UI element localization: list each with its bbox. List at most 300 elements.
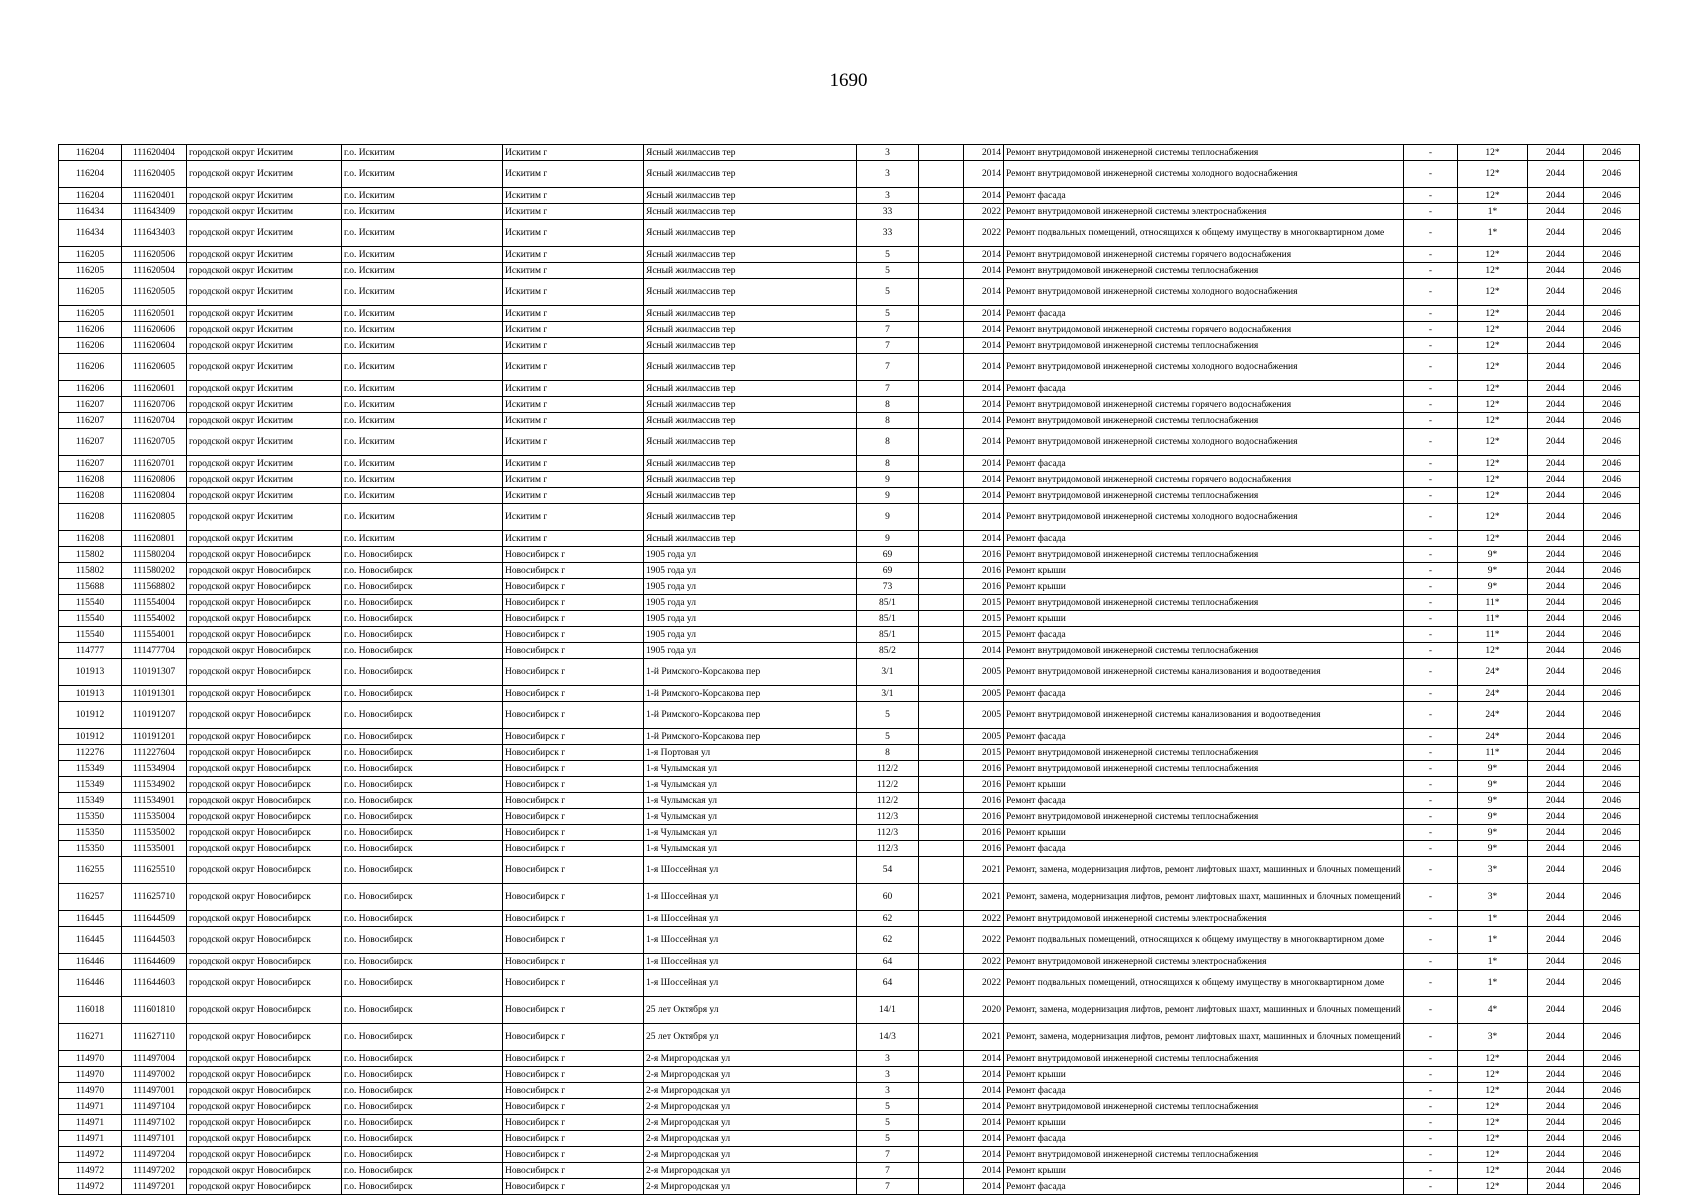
cell-age: 12* [1458, 504, 1528, 531]
cell-locality: Новосибирск г [503, 627, 644, 643]
cell-street: 1-я Шоссейная ул [644, 884, 857, 911]
cell-locality: Новосибирск г [503, 1051, 644, 1067]
cell-age: 12* [1458, 531, 1528, 547]
cell-house-id: 116446 [59, 970, 122, 997]
cell-municipal-district: городской округ Новосибирск [187, 611, 342, 627]
cell-dash: - [1404, 1099, 1458, 1115]
cell-work-type: Ремонт, замена, модернизация лифтов, ремонт лифтовых шахт, машинных и блочных помещений [1004, 997, 1404, 1024]
cell-dash: - [1404, 809, 1458, 825]
cell-plan-end-year: 2046 [1584, 1115, 1640, 1131]
cell-house-id: 116206 [59, 322, 122, 338]
cell-house-id: 116207 [59, 456, 122, 472]
cell-street: Ясный жилмассив тер [644, 279, 857, 306]
cell-work-type: Ремонт крыши [1004, 1163, 1404, 1179]
cell-year-built: 2022 [964, 970, 1004, 997]
cell-building [919, 686, 964, 702]
cell-building [919, 263, 964, 279]
cell-municipality: г.о. Новосибирск [342, 927, 503, 954]
cell-building [919, 745, 964, 761]
cell-plan-end-year: 2046 [1584, 841, 1640, 857]
cell-year-built: 2014 [964, 263, 1004, 279]
table-row [59, 1099, 1640, 1115]
cell-building [919, 429, 964, 456]
cell-house-id: 101912 [59, 702, 122, 729]
table-row [59, 429, 1640, 456]
cell-locality: Искитим г [503, 145, 644, 161]
cell-work-type: Ремонт крыши [1004, 1115, 1404, 1131]
cell-plan-end-year: 2046 [1584, 413, 1640, 429]
cell-municipality: г.о. Новосибирск [342, 884, 503, 911]
cell-building [919, 306, 964, 322]
table-row [59, 263, 1640, 279]
cell-house-id: 112276 [59, 745, 122, 761]
cell-house-id: 115540 [59, 627, 122, 643]
cell-plan-start-year: 2044 [1528, 1163, 1584, 1179]
cell-locality: Искитим г [503, 322, 644, 338]
cell-house-number: 9 [857, 488, 919, 504]
cell-plan-end-year: 2046 [1584, 1179, 1640, 1195]
cell-locality: Искитим г [503, 413, 644, 429]
cell-house-id: 115350 [59, 841, 122, 857]
cell-building [919, 456, 964, 472]
cell-dash: - [1404, 1051, 1458, 1067]
table-row [59, 627, 1640, 643]
cell-house-number: 60 [857, 884, 919, 911]
cell-plan-start-year: 2044 [1528, 579, 1584, 595]
cell-age: 1* [1458, 970, 1528, 997]
cell-building [919, 1147, 964, 1163]
table-row [59, 456, 1640, 472]
table-row [59, 531, 1640, 547]
cell-municipality: г.о. Новосибирск [342, 1163, 503, 1179]
cell-locality: Новосибирск г [503, 1163, 644, 1179]
cell-dash: - [1404, 381, 1458, 397]
cell-municipal-district: городской округ Новосибирск [187, 729, 342, 745]
cell-year-built: 2014 [964, 413, 1004, 429]
cell-house-number: 62 [857, 927, 919, 954]
table-row [59, 777, 1640, 793]
cell-street: 1-я Чулымская ул [644, 777, 857, 793]
cell-element-id: 111227604 [122, 745, 187, 761]
cell-element-id: 111620604 [122, 338, 187, 354]
cell-building [919, 793, 964, 809]
cell-element-id: 111625710 [122, 884, 187, 911]
cell-work-type: Ремонт внутридомовой инженерной системы теплоснабжения [1004, 145, 1404, 161]
cell-municipal-district: городской округ Новосибирск [187, 702, 342, 729]
cell-house-number: 7 [857, 1179, 919, 1195]
cell-age: 12* [1458, 429, 1528, 456]
table-row [59, 322, 1640, 338]
cell-year-built: 2014 [964, 1179, 1004, 1195]
cell-municipality: г.о. Искитим [342, 188, 503, 204]
cell-plan-end-year: 2046 [1584, 145, 1640, 161]
cell-element-id: 111620701 [122, 456, 187, 472]
cell-age: 1* [1458, 927, 1528, 954]
cell-work-type: Ремонт внутридомовой инженерной системы теплоснабжения [1004, 1051, 1404, 1067]
cell-house-number: 3 [857, 1051, 919, 1067]
cell-locality: Искитим г [503, 429, 644, 456]
cell-locality: Новосибирск г [503, 857, 644, 884]
cell-locality: Искитим г [503, 306, 644, 322]
cell-plan-end-year: 2046 [1584, 247, 1640, 263]
table-row [59, 413, 1640, 429]
cell-municipality: г.о. Новосибирск [342, 970, 503, 997]
cell-municipal-district: городской округ Искитим [187, 338, 342, 354]
cell-dash: - [1404, 927, 1458, 954]
table-row [59, 1051, 1640, 1067]
cell-municipality: г.о. Искитим [342, 204, 503, 220]
cell-locality: Новосибирск г [503, 809, 644, 825]
cell-year-built: 2014 [964, 1099, 1004, 1115]
cell-plan-end-year: 2046 [1584, 595, 1640, 611]
cell-plan-start-year: 2044 [1528, 1024, 1584, 1051]
cell-plan-end-year: 2046 [1584, 970, 1640, 997]
cell-plan-end-year: 2046 [1584, 761, 1640, 777]
cell-municipal-district: городской округ Новосибирск [187, 954, 342, 970]
cell-plan-end-year: 2046 [1584, 627, 1640, 643]
cell-plan-end-year: 2046 [1584, 857, 1640, 884]
cell-plan-start-year: 2044 [1528, 761, 1584, 777]
cell-element-id: 111620606 [122, 322, 187, 338]
table-row [59, 595, 1640, 611]
cell-house-id: 114972 [59, 1179, 122, 1195]
cell-dash: - [1404, 1163, 1458, 1179]
cell-municipality: г.о. Новосибирск [342, 1115, 503, 1131]
cell-street: 1-й Римского-Корсакова пер [644, 659, 857, 686]
cell-street: 2-я Миргородская ул [644, 1179, 857, 1195]
cell-work-type: Ремонт, замена, модернизация лифтов, ремонт лифтовых шахт, машинных и блочных помещений [1004, 1024, 1404, 1051]
table-row [59, 659, 1640, 686]
table-row [59, 702, 1640, 729]
cell-street: 1-я Чулымская ул [644, 809, 857, 825]
cell-municipal-district: городской округ Новосибирск [187, 1147, 342, 1163]
cell-municipal-district: городской округ Искитим [187, 263, 342, 279]
cell-work-type: Ремонт крыши [1004, 1067, 1404, 1083]
cell-house-id: 101913 [59, 659, 122, 686]
cell-work-type: Ремонт внутридомовой инженерной системы холодного водоснабжения [1004, 429, 1404, 456]
cell-work-type: Ремонт внутридомовой инженерной системы теплоснабжения [1004, 488, 1404, 504]
cell-dash: - [1404, 306, 1458, 322]
cell-house-number: 73 [857, 579, 919, 595]
cell-dash: - [1404, 745, 1458, 761]
cell-age: 12* [1458, 472, 1528, 488]
cell-plan-end-year: 2046 [1584, 729, 1640, 745]
cell-year-built: 2014 [964, 161, 1004, 188]
cell-building [919, 338, 964, 354]
table-row [59, 1083, 1640, 1099]
cell-dash: - [1404, 354, 1458, 381]
cell-locality: Искитим г [503, 397, 644, 413]
cell-building [919, 611, 964, 627]
cell-plan-end-year: 2046 [1584, 220, 1640, 247]
cell-plan-start-year: 2044 [1528, 595, 1584, 611]
cell-locality: Искитим г [503, 472, 644, 488]
cell-age: 1* [1458, 220, 1528, 247]
cell-age: 12* [1458, 1051, 1528, 1067]
cell-element-id: 111620504 [122, 263, 187, 279]
cell-house-id: 115802 [59, 563, 122, 579]
cell-year-built: 2014 [964, 1067, 1004, 1083]
cell-age: 12* [1458, 1067, 1528, 1083]
cell-locality: Новосибирск г [503, 1179, 644, 1195]
table-row [59, 381, 1640, 397]
cell-age: 12* [1458, 322, 1528, 338]
cell-locality: Новосибирск г [503, 825, 644, 841]
cell-house-number: 14/3 [857, 1024, 919, 1051]
cell-plan-end-year: 2046 [1584, 927, 1640, 954]
cell-year-built: 2016 [964, 547, 1004, 563]
cell-municipality: г.о. Новосибирск [342, 1131, 503, 1147]
cell-house-number: 112/3 [857, 809, 919, 825]
cell-plan-end-year: 2046 [1584, 1083, 1640, 1099]
cell-locality: Искитим г [503, 381, 644, 397]
table-row [59, 857, 1640, 884]
cell-plan-start-year: 2044 [1528, 1179, 1584, 1195]
cell-year-built: 2014 [964, 1163, 1004, 1179]
cell-municipal-district: городской округ Искитим [187, 413, 342, 429]
cell-municipality: г.о. Новосибирск [342, 702, 503, 729]
cell-work-type: Ремонт фасада [1004, 1131, 1404, 1147]
cell-street: 1-я Шоссейная ул [644, 970, 857, 997]
cell-work-type: Ремонт внутридомовой инженерной системы теплоснабжения [1004, 595, 1404, 611]
cell-municipal-district: городской округ Искитим [187, 397, 342, 413]
cell-house-number: 7 [857, 381, 919, 397]
cell-municipal-district: городской округ Искитим [187, 381, 342, 397]
cell-plan-end-year: 2046 [1584, 1051, 1640, 1067]
cell-year-built: 2014 [964, 1131, 1004, 1147]
cell-house-number: 5 [857, 247, 919, 263]
cell-element-id: 111534902 [122, 777, 187, 793]
cell-plan-end-year: 2046 [1584, 306, 1640, 322]
cell-locality: Новосибирск г [503, 659, 644, 686]
cell-municipality: г.о. Новосибирск [342, 547, 503, 563]
cell-age: 12* [1458, 161, 1528, 188]
cell-municipal-district: городской округ Новосибирск [187, 643, 342, 659]
cell-street: Ясный жилмассив тер [644, 381, 857, 397]
cell-element-id: 111620801 [122, 531, 187, 547]
cell-building [919, 911, 964, 927]
cell-work-type: Ремонт внутридомовой инженерной системы горячего водоснабжения [1004, 472, 1404, 488]
cell-house-id: 116205 [59, 247, 122, 263]
cell-year-built: 2014 [964, 279, 1004, 306]
cell-house-id: 116204 [59, 188, 122, 204]
cell-dash: - [1404, 504, 1458, 531]
cell-municipal-district: городской округ Искитим [187, 247, 342, 263]
cell-element-id: 111620505 [122, 279, 187, 306]
cell-dash: - [1404, 338, 1458, 354]
table-row [59, 306, 1640, 322]
cell-house-number: 7 [857, 1147, 919, 1163]
cell-house-id: 115350 [59, 809, 122, 825]
cell-municipal-district: городской округ Новосибирск [187, 1115, 342, 1131]
cell-element-id: 111554004 [122, 595, 187, 611]
cell-house-number: 3 [857, 145, 919, 161]
cell-house-id: 115349 [59, 793, 122, 809]
cell-plan-end-year: 2046 [1584, 793, 1640, 809]
cell-age: 1* [1458, 204, 1528, 220]
cell-age: 3* [1458, 857, 1528, 884]
cell-building [919, 547, 964, 563]
cell-house-id: 116255 [59, 857, 122, 884]
cell-street: 25 лет Октября ул [644, 997, 857, 1024]
cell-house-number: 3 [857, 1083, 919, 1099]
cell-house-id: 115540 [59, 611, 122, 627]
cell-municipal-district: городской округ Искитим [187, 161, 342, 188]
cell-municipal-district: городской округ Новосибирск [187, 911, 342, 927]
cell-year-built: 2014 [964, 397, 1004, 413]
cell-house-number: 3/1 [857, 659, 919, 686]
cell-building [919, 1083, 964, 1099]
cell-dash: - [1404, 413, 1458, 429]
cell-municipal-district: городской округ Искитим [187, 354, 342, 381]
cell-house-id: 116434 [59, 204, 122, 220]
cell-street: Ясный жилмассив тер [644, 413, 857, 429]
cell-work-type: Ремонт фасада [1004, 627, 1404, 643]
cell-municipality: г.о. Новосибирск [342, 745, 503, 761]
cell-work-type: Ремонт внутридомовой инженерной системы горячего водоснабжения [1004, 397, 1404, 413]
cell-dash: - [1404, 611, 1458, 627]
cell-year-built: 2014 [964, 531, 1004, 547]
cell-element-id: 111620405 [122, 161, 187, 188]
cell-house-id: 116018 [59, 997, 122, 1024]
cell-house-number: 8 [857, 413, 919, 429]
table-row [59, 643, 1640, 659]
table-row [59, 1024, 1640, 1051]
cell-plan-start-year: 2044 [1528, 793, 1584, 809]
cell-year-built: 2014 [964, 338, 1004, 354]
cell-street: 1905 года ул [644, 627, 857, 643]
cell-house-number: 5 [857, 1099, 919, 1115]
cell-work-type: Ремонт фасада [1004, 306, 1404, 322]
cell-age: 12* [1458, 381, 1528, 397]
cell-house-id: 115688 [59, 579, 122, 595]
cell-municipality: г.о. Искитим [342, 145, 503, 161]
cell-element-id: 111497101 [122, 1131, 187, 1147]
cell-plan-end-year: 2046 [1584, 354, 1640, 381]
cell-locality: Новосибирск г [503, 997, 644, 1024]
cell-age: 3* [1458, 1024, 1528, 1051]
cell-house-id: 116205 [59, 263, 122, 279]
cell-plan-end-year: 2046 [1584, 997, 1640, 1024]
cell-dash: - [1404, 777, 1458, 793]
cell-plan-start-year: 2044 [1528, 204, 1584, 220]
cell-municipal-district: городской округ Искитим [187, 204, 342, 220]
cell-house-id: 116446 [59, 954, 122, 970]
cell-dash: - [1404, 997, 1458, 1024]
cell-work-type: Ремонт фасада [1004, 841, 1404, 857]
cell-year-built: 2015 [964, 745, 1004, 761]
cell-plan-end-year: 2046 [1584, 1099, 1640, 1115]
cell-building [919, 381, 964, 397]
cell-locality: Новосибирск г [503, 1024, 644, 1051]
cell-house-id: 116207 [59, 397, 122, 413]
cell-work-type: Ремонт внутридомовой инженерной системы теплоснабжения [1004, 547, 1404, 563]
cell-work-type: Ремонт внутридомовой инженерной системы электроснабжения [1004, 954, 1404, 970]
cell-work-type: Ремонт внутридомовой инженерной системы теплоснабжения [1004, 338, 1404, 354]
cell-dash: - [1404, 825, 1458, 841]
cell-house-number: 54 [857, 857, 919, 884]
cell-street: Ясный жилмассив тер [644, 145, 857, 161]
cell-municipality: г.о. Искитим [342, 413, 503, 429]
cell-year-built: 2014 [964, 354, 1004, 381]
cell-house-id: 114972 [59, 1147, 122, 1163]
cell-element-id: 111644503 [122, 927, 187, 954]
cell-work-type: Ремонт крыши [1004, 579, 1404, 595]
cell-municipal-district: городской округ Новосибирск [187, 745, 342, 761]
cell-age: 9* [1458, 579, 1528, 595]
cell-age: 11* [1458, 595, 1528, 611]
cell-street: 1-я Шоссейная ул [644, 911, 857, 927]
cell-plan-start-year: 2044 [1528, 247, 1584, 263]
cell-dash: - [1404, 761, 1458, 777]
cell-year-built: 2014 [964, 247, 1004, 263]
cell-work-type: Ремонт, замена, модернизация лифтов, ремонт лифтовых шахт, машинных и блочных помещений [1004, 884, 1404, 911]
cell-house-number: 7 [857, 338, 919, 354]
table-row [59, 841, 1640, 857]
cell-municipal-district: городской округ Новосибирск [187, 1067, 342, 1083]
cell-municipality: г.о. Новосибирск [342, 1051, 503, 1067]
cell-house-id: 115802 [59, 547, 122, 563]
cell-locality: Искитим г [503, 279, 644, 306]
cell-municipal-district: городской округ Новосибирск [187, 595, 342, 611]
cell-plan-start-year: 2044 [1528, 429, 1584, 456]
cell-plan-start-year: 2044 [1528, 997, 1584, 1024]
cell-work-type: Ремонт внутридомовой инженерной системы горячего водоснабжения [1004, 322, 1404, 338]
cell-plan-end-year: 2046 [1584, 686, 1640, 702]
cell-dash: - [1404, 686, 1458, 702]
cell-plan-end-year: 2046 [1584, 563, 1640, 579]
cell-house-id: 116206 [59, 354, 122, 381]
cell-plan-end-year: 2046 [1584, 911, 1640, 927]
cell-age: 12* [1458, 1131, 1528, 1147]
cell-municipality: г.о. Новосибирск [342, 643, 503, 659]
cell-plan-start-year: 2044 [1528, 145, 1584, 161]
cell-work-type: Ремонт внутридомовой инженерной системы теплоснабжения [1004, 643, 1404, 659]
cell-building [919, 761, 964, 777]
cell-age: 12* [1458, 397, 1528, 413]
cell-municipal-district: городской округ Новосибирск [187, 927, 342, 954]
cell-dash: - [1404, 145, 1458, 161]
cell-house-id: 114777 [59, 643, 122, 659]
cell-locality: Искитим г [503, 338, 644, 354]
table-row [59, 686, 1640, 702]
page-number: 1690 [829, 70, 868, 91]
cell-age: 12* [1458, 188, 1528, 204]
cell-house-id: 114971 [59, 1099, 122, 1115]
cell-work-type: Ремонт крыши [1004, 563, 1404, 579]
cell-plan-start-year: 2044 [1528, 954, 1584, 970]
cell-plan-end-year: 2046 [1584, 504, 1640, 531]
table-row [59, 745, 1640, 761]
cell-element-id: 111535004 [122, 809, 187, 825]
cell-street: 1-я Портовая ул [644, 745, 857, 761]
cell-house-number: 5 [857, 702, 919, 729]
cell-municipality: г.о. Новосибирск [342, 627, 503, 643]
cell-year-built: 2016 [964, 841, 1004, 857]
cell-municipal-district: городской округ Новосибирск [187, 970, 342, 997]
cell-locality: Искитим г [503, 188, 644, 204]
cell-locality: Новосибирск г [503, 841, 644, 857]
cell-municipality: г.о. Новосибирск [342, 954, 503, 970]
cell-plan-end-year: 2046 [1584, 338, 1640, 354]
cell-building [919, 188, 964, 204]
cell-house-number: 3 [857, 1067, 919, 1083]
cell-element-id: 111644603 [122, 970, 187, 997]
cell-work-type: Ремонт, замена, модернизация лифтов, ремонт лифтовых шахт, машинных и блочных помещений [1004, 857, 1404, 884]
cell-element-id: 111620705 [122, 429, 187, 456]
cell-element-id: 110191201 [122, 729, 187, 745]
cell-element-id: 111497002 [122, 1067, 187, 1083]
